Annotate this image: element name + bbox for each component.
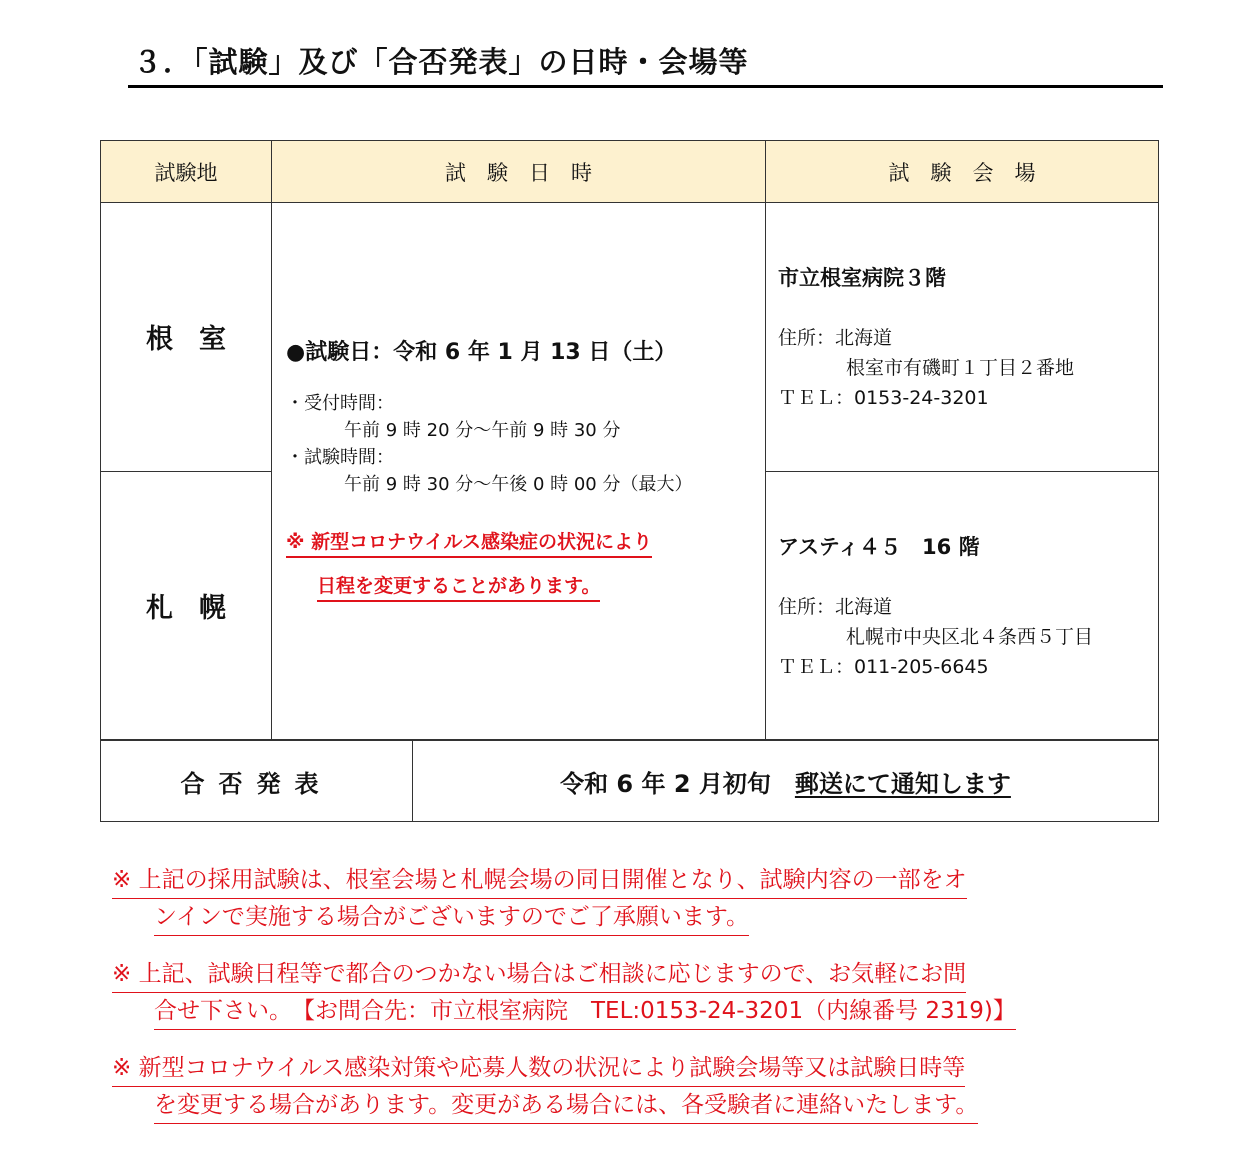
venue-tel: ＴＥＬ：011-205-6645 [778,655,989,678]
covid-notice-line2: 日程を変更することがあります。 [317,575,600,602]
venue-tel: ＴＥＬ：0153-24-3201 [778,387,989,409]
note-line: ※ 新型コロナウイルス感染対策や応募人数の状況により試験会場等又は試験日時等 [112,1050,965,1087]
note-item [112,1050,1142,1124]
venue-sapporo [766,471,1159,740]
header-venue: 試 験 会 場 [766,141,1159,203]
header-location: 試験地 [101,141,272,203]
note-line: ※ 上記、試験日程等で都合のつかない場合はご相談に応じますので、お気軽にお問 [112,956,966,993]
table-header-row [101,141,1159,203]
venue-address-label: 住所：北海道 [778,595,893,618]
reception-time: 午前 9 時 20 分～午前 9 時 30 分 [344,419,621,441]
venue-name: 市立根室病院３階 [778,266,946,290]
note-line: ※ 上記の採用試験は、根室会場と札幌会場の同日開催となり、試験内容の一部をオ [112,862,967,899]
note-item [112,862,1142,936]
note-item [112,956,1142,1030]
city-nemuro: 根室 [101,203,272,472]
exam-datetime-cell [272,203,766,740]
covid-notice-line1: ※ 新型コロナウイルス感染症の状況により [286,531,652,558]
exam-day: ●試験日：令和 6 年 1 月 13 日（土） [286,339,677,365]
result-value [413,741,1159,822]
city-sapporo: 札幌 [101,471,272,740]
header-datetime: 試 験 日 時 [272,141,766,203]
venue-address-label: 住所：北海道 [778,327,893,349]
note-line: ンインで実施する場合がございますのでご了承願います。 [154,899,749,936]
note-line: を変更する場合があります。変更がある場合には、各受験者に連絡いたします。 [154,1087,978,1124]
notes-section [112,862,1142,1144]
exam-time: 午前 9 時 30 分～午後 0 時 00 分（最大） [344,473,693,495]
venue-name: アスティ４５ 16 階 [778,534,980,559]
venue-address: 札幌市中央区北４条西５丁目 [846,625,1094,648]
venue-nemuro [766,203,1159,472]
reception-label: ・受付時間： [286,392,394,414]
covid-notice [286,520,765,608]
section-heading: ３．「試験」及び「合否発表」の日時・会場等 [133,45,749,79]
exam-schedule-table [100,140,1159,740]
venue-address: 根室市有磯町１丁目２番地 [846,357,1075,379]
heading-underline [128,85,1163,88]
result-label: 合否発表 [101,741,413,822]
note-line: 合せ下さい。 【お問合先：市立根室病院 TEL:0153-24-3201（内線番号 2319)】 [154,993,1016,1030]
exam-time-label: ・試験時間： [286,446,394,468]
result-date: 令和 6 年 2 月初旬 [560,769,795,798]
result-method: 郵送にて通知します [794,769,1011,798]
result-announcement-table [100,740,1159,822]
table-row-nemuro [101,203,1159,472]
